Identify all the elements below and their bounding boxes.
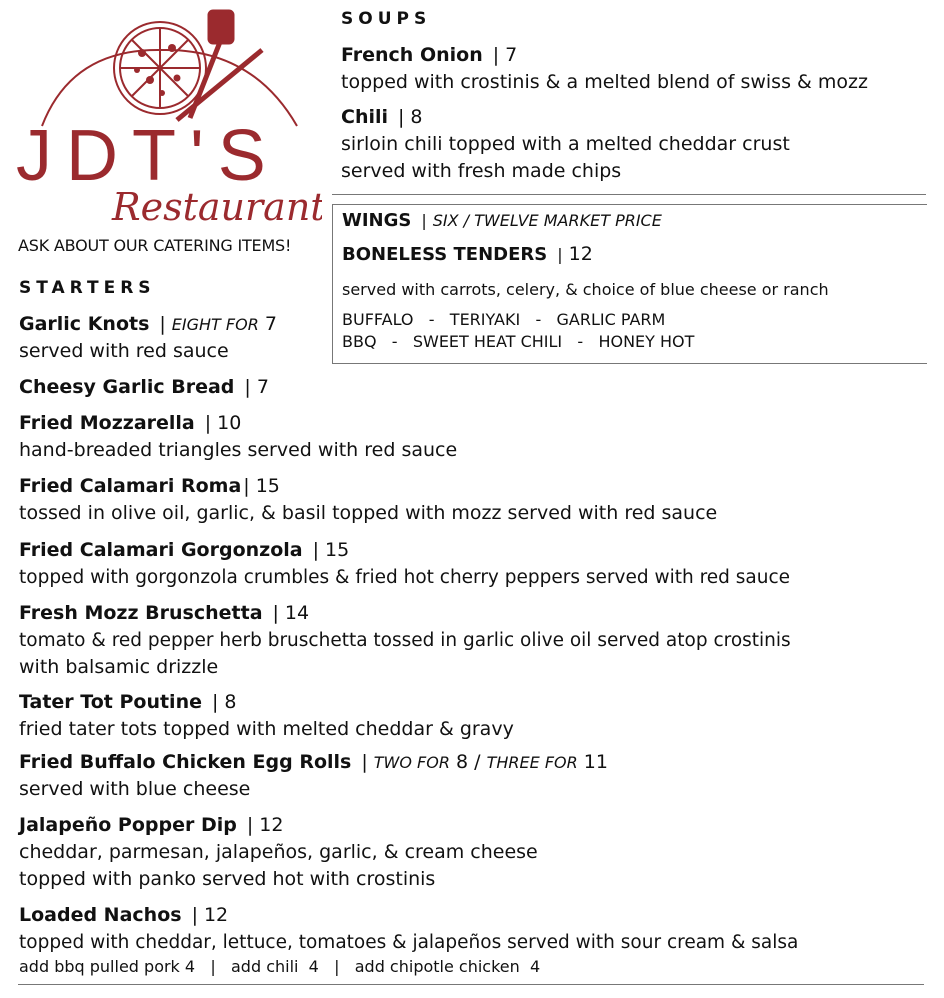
- item-description: topped with gorgonzola crumbles & fried hot cherry peppers served with red sauce: [19, 567, 791, 588]
- starter-loaded-nachos: [19, 902, 798, 978]
- item-price: 8: [410, 106, 423, 128]
- item-qualifier: TWO FOR: [373, 753, 450, 772]
- separator: |: [421, 211, 427, 230]
- item-description: served with red sauce: [19, 340, 229, 362]
- item-price: 8: [456, 751, 469, 773]
- item-name: Tater Tot Poutine: [19, 691, 202, 713]
- item-price: 8: [224, 691, 237, 713]
- starters-heading: STARTERS: [19, 278, 156, 298]
- starter-garlic-knots: [19, 311, 277, 365]
- starter-calamari-roma: [19, 473, 717, 527]
- item-name: Fried Calamari Roma: [19, 475, 242, 497]
- item-price: 7: [505, 44, 518, 66]
- nachos-addons: add bbq pulled pork 4 | add chili 4 | add chipotle chicken 4: [19, 957, 541, 976]
- item-name: Fried Mozzarella: [19, 412, 195, 434]
- item-price: 15: [325, 539, 350, 561]
- item-description: topped with cheddar, lettuce, tomatoes & jalapeños served with sour cream & salsa: [19, 932, 799, 953]
- item-price: 7: [264, 313, 277, 335]
- restaurant-logo: [12, 8, 322, 238]
- starter-bruschetta: [19, 600, 791, 681]
- item-name: Fresh Mozz Bruschetta: [19, 602, 263, 624]
- item-description: with balsamic drizzle: [19, 656, 219, 678]
- item-description: topped with panko served hot with crostinis: [19, 868, 436, 890]
- item-price: 11: [583, 751, 608, 773]
- starter-cheesy-garlic-bread: [19, 374, 269, 401]
- item-price: 14: [284, 602, 310, 624]
- item-qualifier: EIGHT FOR: [171, 315, 259, 334]
- separator: |: [204, 412, 212, 434]
- separator: |: [159, 313, 166, 335]
- catering-note: ASK ABOUT OUR CATERING ITEMS!: [18, 236, 292, 255]
- logo-graphic: [12, 8, 322, 238]
- item-description: fried tater tots topped with melted cheddar & gravy: [19, 718, 514, 740]
- item-name: Garlic Knots: [19, 313, 150, 335]
- wings-description: served with carrots, celery, & choice of blue cheese or ranch: [342, 280, 829, 299]
- item-price: 10: [217, 412, 242, 434]
- item-description: sirloin chili topped with a melted cheddar crust: [341, 133, 790, 155]
- item-description: served with blue cheese: [19, 778, 251, 800]
- item-qualifier: THREE FOR: [486, 753, 578, 772]
- separator: |: [212, 691, 219, 713]
- separator: |: [244, 376, 251, 398]
- soup-french-onion: [341, 42, 868, 96]
- separator: |: [557, 245, 563, 264]
- separator: |: [312, 539, 320, 561]
- soup-chili: [341, 104, 790, 185]
- starter-fried-mozzarella: [19, 410, 457, 464]
- starter-calamari-gorgonzola: [19, 537, 790, 591]
- item-description: served with fresh made chips: [341, 160, 622, 182]
- separator: |: [272, 602, 279, 624]
- wings-sauces-line-1: BUFFALO - TERIYAKI - GARLIC PARM: [342, 310, 666, 329]
- item-description: tossed in olive oil, garlic, & basil topped with mozz served with red sauce: [19, 502, 718, 524]
- item-description: hand-breaded triangles served with red sauce: [19, 439, 458, 461]
- item-price: 12: [259, 814, 284, 836]
- separator: |: [398, 106, 405, 128]
- wings-name: WINGS: [342, 210, 412, 231]
- tenders-name: BONELESS TENDERS: [342, 244, 548, 265]
- starter-tater-tot-poutine: [19, 689, 514, 743]
- bottom-rule: [18, 984, 924, 985]
- separator: |: [191, 904, 198, 926]
- item-name: Cheesy Garlic Bread: [19, 376, 235, 398]
- item-price: 15: [255, 475, 280, 497]
- starter-egg-rolls: Fried Buffalo Chicken Egg Rolls | TWO FOR 8 / THREE FOR 11 served with blue cheese: [19, 749, 608, 803]
- starter-jalapeno-popper-dip: [19, 812, 538, 893]
- item-description: topped with crostinis & a melted blend of swiss & mozz: [341, 71, 868, 93]
- brand-subtitle: Restaurant: [112, 185, 322, 229]
- separator: |: [243, 475, 250, 497]
- tenders-price: 12: [568, 243, 593, 265]
- separator: |: [492, 44, 500, 66]
- brand-name: JDT'S: [16, 116, 280, 196]
- separator: |: [361, 751, 368, 773]
- item-name: Loaded Nachos: [19, 904, 182, 926]
- soups-divider: [332, 194, 926, 195]
- item-price: 7: [256, 376, 269, 398]
- wings-price-note: SIX / TWELVE MARKET PRICE: [432, 211, 662, 230]
- wings-sauces-line-2: BBQ - SWEET HEAT CHILI - HONEY HOT: [342, 332, 695, 351]
- item-name: Fried Calamari Gorgonzola: [19, 539, 303, 561]
- item-description: cheddar, parmesan, jalapeños, garlic, & cream cheese: [19, 841, 538, 863]
- item-description: tomato & red pepper herb bruschetta tossed in garlic olive oil served atop crostinis: [19, 630, 791, 651]
- wings-box: [332, 204, 927, 364]
- item-name: Jalapeño Popper Dip: [19, 814, 237, 836]
- soups-heading: SOUPS: [341, 9, 432, 29]
- pizza-icon: [114, 22, 206, 114]
- separator: |: [246, 814, 254, 836]
- item-name: French Onion: [341, 44, 483, 66]
- item-name: Fried Buffalo Chicken Egg Rolls: [19, 751, 352, 773]
- item-price: 12: [203, 904, 229, 926]
- item-name: Chili: [341, 106, 389, 128]
